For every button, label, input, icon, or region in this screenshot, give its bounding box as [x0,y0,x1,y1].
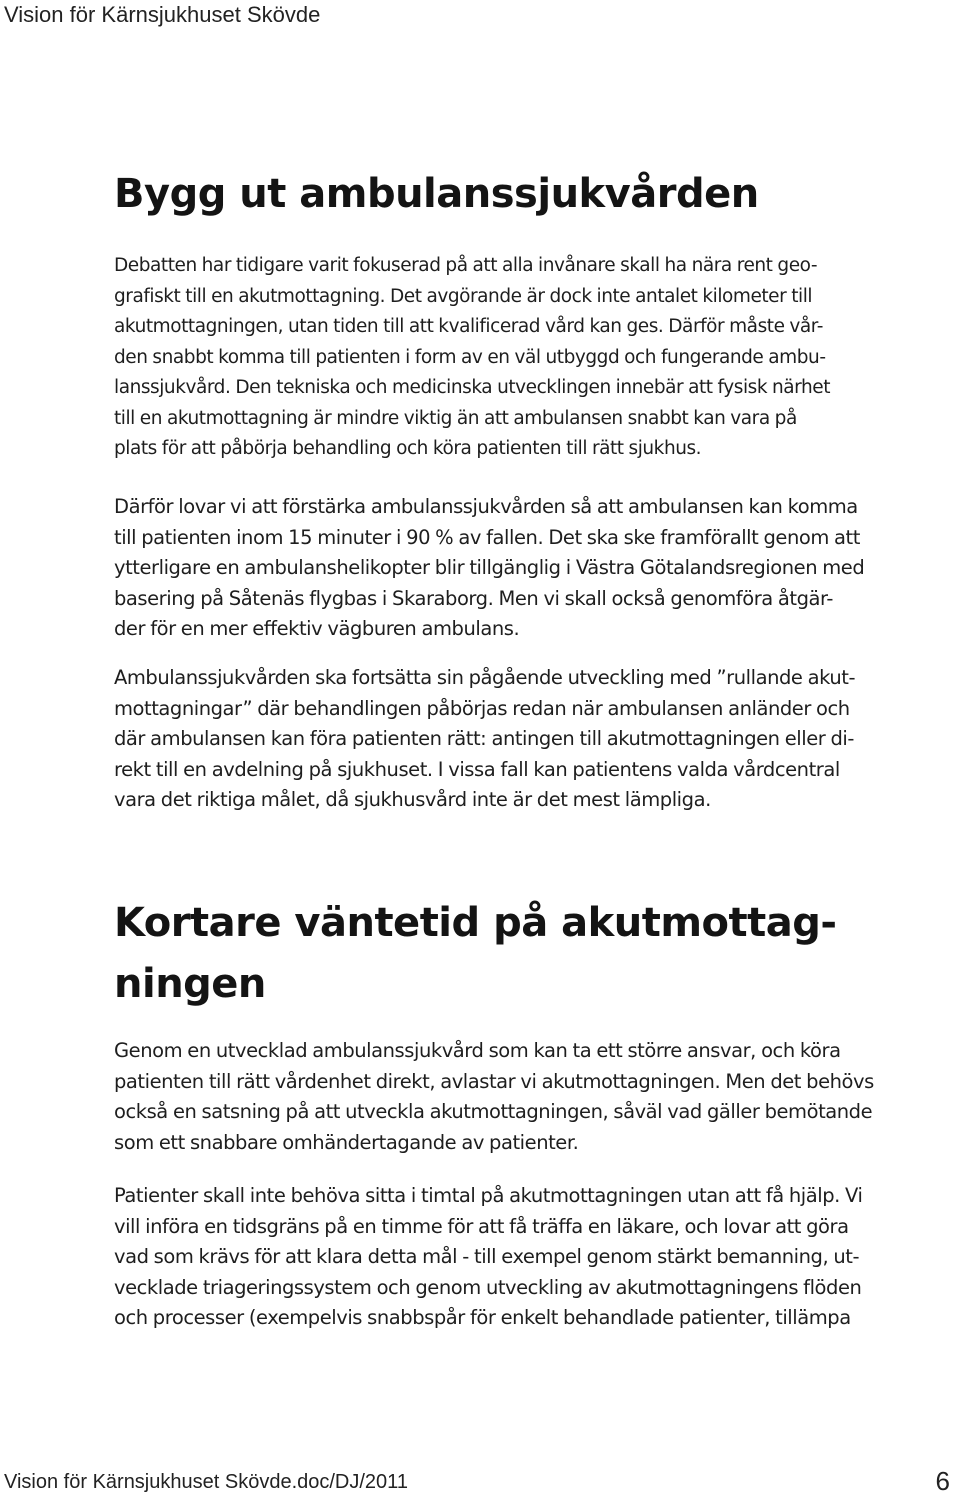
section-ambulance [114,164,928,225]
text-line: mottagningar” där behandlingen påbörjas redan när ambulansen anländer och [114,696,850,720]
page-header: Vision för Kärnsjukhuset Skövde [4,2,321,27]
text-line: lanssjukvård. Den tekniska och medicinska utvecklingen innebär att fysisk närhet [114,377,831,398]
page-footer: Vision för Kärnsjukhuset Skövde.doc/DJ/2011 [4,1471,408,1493]
text-line: vara det riktiga målet, då sjukhusvård inte är det mest lämpliga. [114,788,711,811]
heading-line: ningen [114,961,266,1007]
text-line: patienten till rätt vårdenhet direkt, avlastar vi akutmottagningen. Men det behövs [114,1069,874,1093]
section-heading [114,893,928,1015]
paragraph [114,1036,928,1158]
text-line: akutmottagningen, utan tiden till att kvalificerad vård kan ges. Därför måste vår- [114,316,824,337]
section-heading: Bygg ut ambulanssjukvården [114,171,759,217]
text-line: plats för att påbörja behandling och köra patienten till rätt sjukhus. [114,438,702,459]
text-line: den snabbt komma till patienten i form av en väl utbyggd och fungerande ambu- [114,346,826,368]
text-line: Genom en utvecklad ambulanssjukvård som kan ta ett större ansvar, och köra [114,1039,841,1062]
text-line: ytterligare en ambulanshelikopter blir tillgänglig i Västra Götalandsregionen med [114,556,865,579]
text-line: där ambulansen kan föra patienten rätt: antingen till akutmottagningen eller di- [114,727,854,750]
paragraph [114,1181,928,1334]
text-line: Debatten har tidigare varit fokuserad på att alla invånare skall ha nära rent geo- [114,255,818,276]
paragraph-text [114,251,928,465]
paragraph-text [114,1036,928,1158]
paragraph-text [114,663,928,816]
text-line: vecklade triageringssystem och genom utveckling av akutmottagningens flöden [114,1275,862,1299]
text-line: som ett snabbare omhändertagande av patienter. [114,1130,579,1154]
text-line: Ambulanssjukvården ska fortsätta sin pågående utveckling med ”rullande akut- [114,666,856,689]
text-line: grafiskt till en akutmottagning. Det avgörande är dock inte antalet kilometer till [114,285,813,307]
paragraph-text [114,492,928,645]
text-line: vad som krävs för att klara detta mål - till exempel genom stärkt bemanning, ut- [114,1245,860,1268]
page-number: 6 [935,1466,950,1496]
section-waiting-time [114,893,928,1015]
text-line: rekt till en avdelning på sjukhuset. I vissa fall kan patientens valda vårdcentral [114,757,840,781]
paragraph-text [114,1181,928,1334]
text-line: der för en mer effektiv vägburen ambulans. [114,617,520,640]
heading-line: Kortare väntetid på akutmottag- [114,900,837,946]
text-line: och processer (exempelvis snabbspår för enkelt behandlade patienter, tillämpa [114,1306,851,1329]
text-line: vill införa en tidsgräns på en timme för att få träffa en läkare, och lovar att göra [114,1214,849,1238]
paragraph [114,663,928,816]
text-line: till patienten inom 15 minuter i 90 % av fallen. Det ska ske framförallt genom att [114,525,860,549]
paragraph [114,251,928,465]
text-line: basering på Såtenäs flygbas i Skaraborg. Men vi skall också genomföra åtgär- [114,586,833,610]
paragraph [114,492,928,645]
text-line: också en satsning på att utveckla akutmottagningen, såväl vad gäller bemötande [114,1100,873,1123]
text-line: Patienter skall inte behöva sitta i timtal på akutmottagningen utan att få hjälp. Vi [114,1184,863,1207]
text-line: till en akutmottagning är mindre viktig än att ambulansen snabbt kan vara på [114,407,797,429]
text-line: Därför lovar vi att förstärka ambulanssjukvården så att ambulansen kan komma [114,495,858,518]
